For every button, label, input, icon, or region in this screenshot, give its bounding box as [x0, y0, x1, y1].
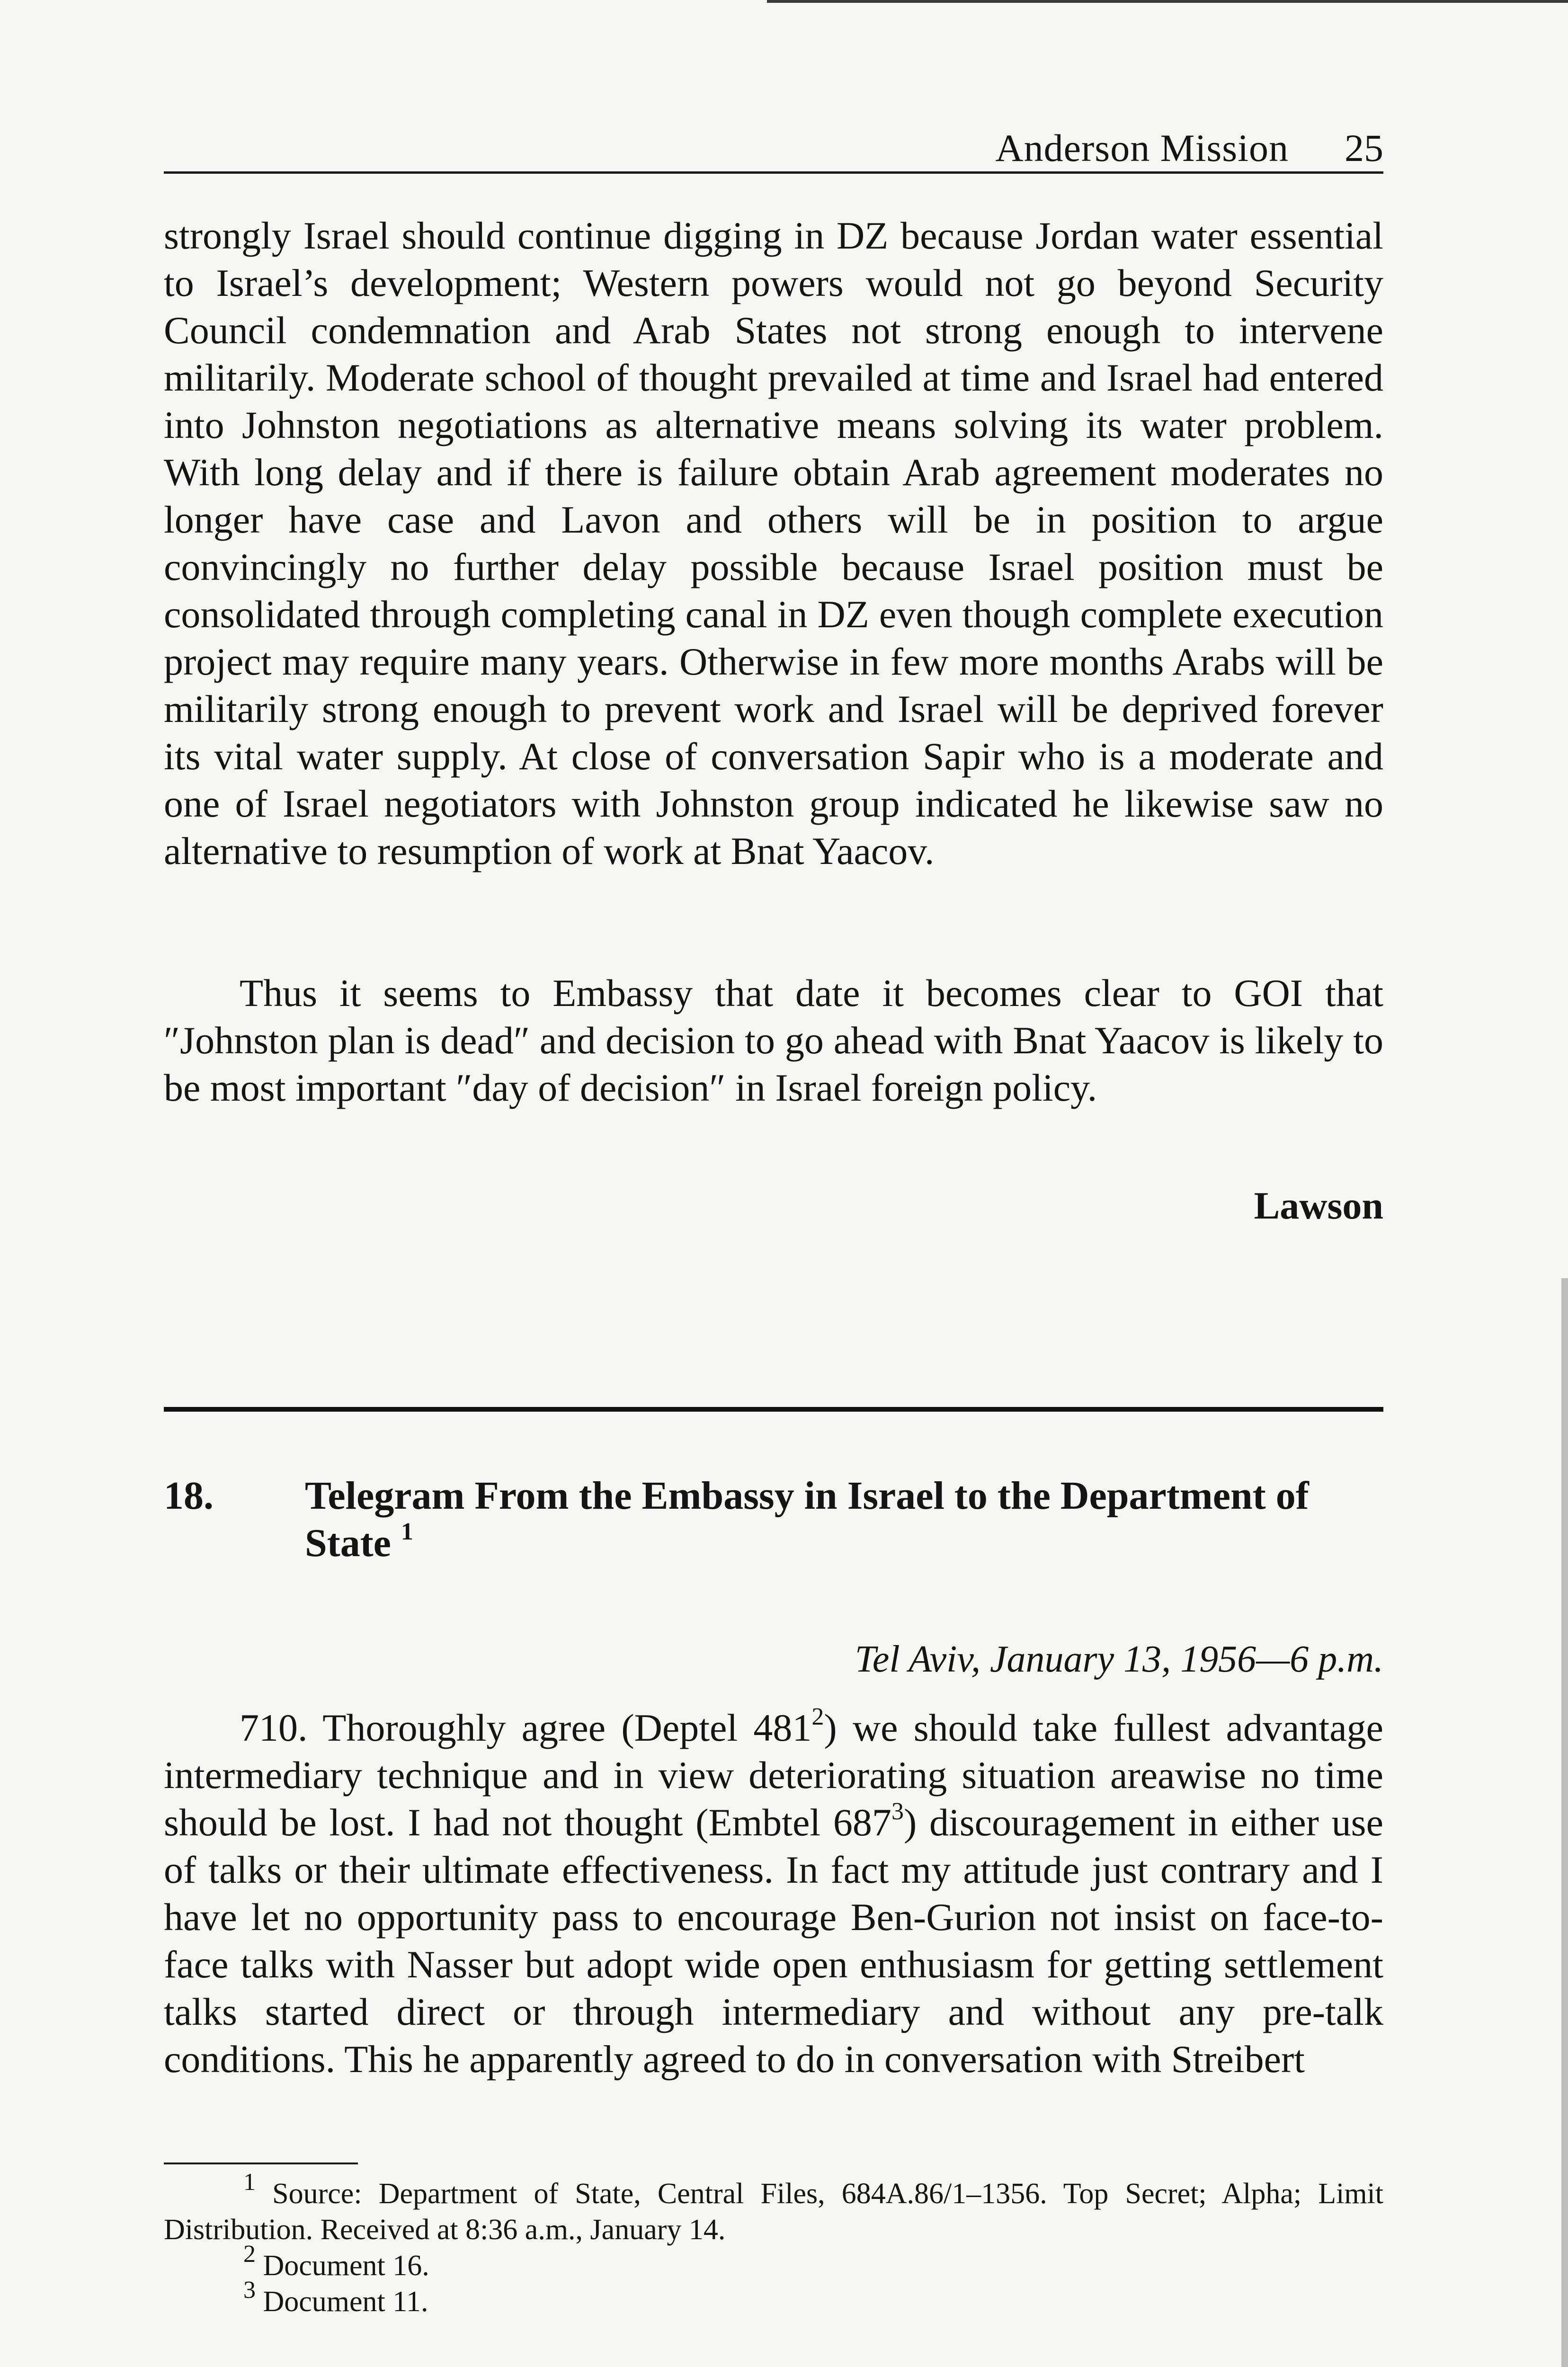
document-title	[305, 1472, 1383, 1567]
running-header	[164, 124, 1383, 174]
document-title-text: Telegram From the Embassy in Israel to the Department of State	[305, 1474, 1309, 1565]
footnote-2-marker: 2	[243, 2241, 256, 2268]
dateline: Tel Aviv, January 13, 1956—6 p.m.	[855, 1638, 1383, 1680]
conclusion-paragraph: Thus it seems to Embassy that date it becomes clear to GOI that ″Johnston plan is dead″ and decision to go ahead with Bnat Yaacov is likely to be most important ″day of decision″ in Israel foreign policy.	[164, 971, 1383, 1109]
running-title: Anderson Mission	[995, 126, 1289, 169]
document-number: 18.	[164, 1474, 214, 1518]
footnote-rule	[164, 2162, 358, 2164]
footnote-3-marker: 3	[243, 2277, 256, 2304]
footnote-ref-2: 2	[811, 1703, 824, 1730]
footnote-1-text: Source: Department of State, Central Files, 684A.86/1–1356. Top Secret; Alpha; Limit Distribution. Received at 8:36 a.m., January 14.	[164, 2178, 1384, 2246]
page-number: 25	[1345, 126, 1383, 169]
footnote-2	[164, 2241, 1383, 2284]
footnote-ref-3: 3	[891, 1797, 904, 1825]
footnote-3	[164, 2277, 1383, 2320]
body-text-1: 710. Thoroughly agree (Deptel 481	[240, 1706, 812, 1749]
page-top-edge	[767, 0, 1568, 3]
footnote-3-text: Document 11.	[263, 2286, 428, 2318]
body-text-2: ) we should take fullest advantage intermediary technique and in view deteriorating situation areawise no time should be lost. I had not thought (Embtel 687	[164, 1706, 1383, 1844]
footnote-1-marker: 1	[243, 2169, 256, 2196]
body-text-3: ) discouragement in either use of talks or their ultimate effectiveness. In fact my attitude just contrary and I have let no opportunity pass to encourage Ben-Gurion not insist on face-to-face talks with Nasser but adopt wide open enthusiasm for getting settlement talks started direct or through intermediary and without any pre-talk conditions. This he apparently agreed to do in conversation with Streibert	[164, 1801, 1383, 2081]
footnote-2-text: Document 16.	[263, 2250, 429, 2282]
continued-paragraph: strongly Israel should continue digging in DZ because Jordan water essential to Israel’s development; Western powers would not go beyond Security Council condemnation and Arab States not strong enough to intervene militarily. Moderate school of thought prevailed at time and Israel had entered into Johnston negotiations as alternative means solving its water problem. With long delay and if there is failure obtain Arab agreement moderates no longer have case and Lavon and others will be in position to argue convincingly no further delay possible because Israel position must be consolidated through completing canal in DZ even though complete execution project may require many years. Otherwise in few more months Arabs will be militarily strong enough to prevent work and Israel will be deprived forever its vital water supply. At close of conversation Sapir who is a moderate and one of Israel negotiators with Johnston group indicated he likewise saw no alternative to resumption of work at Bnat Yaacov.	[164, 214, 1383, 872]
section-divider	[164, 1407, 1383, 1412]
telegram-body	[164, 1704, 1383, 2083]
title-footnote-marker: 1	[401, 1518, 413, 1545]
footnotes	[164, 2169, 1384, 2320]
signature: Lawson	[1254, 1184, 1383, 1227]
footnote-1	[164, 2169, 1384, 2248]
page-right-edge	[1561, 1278, 1568, 2367]
